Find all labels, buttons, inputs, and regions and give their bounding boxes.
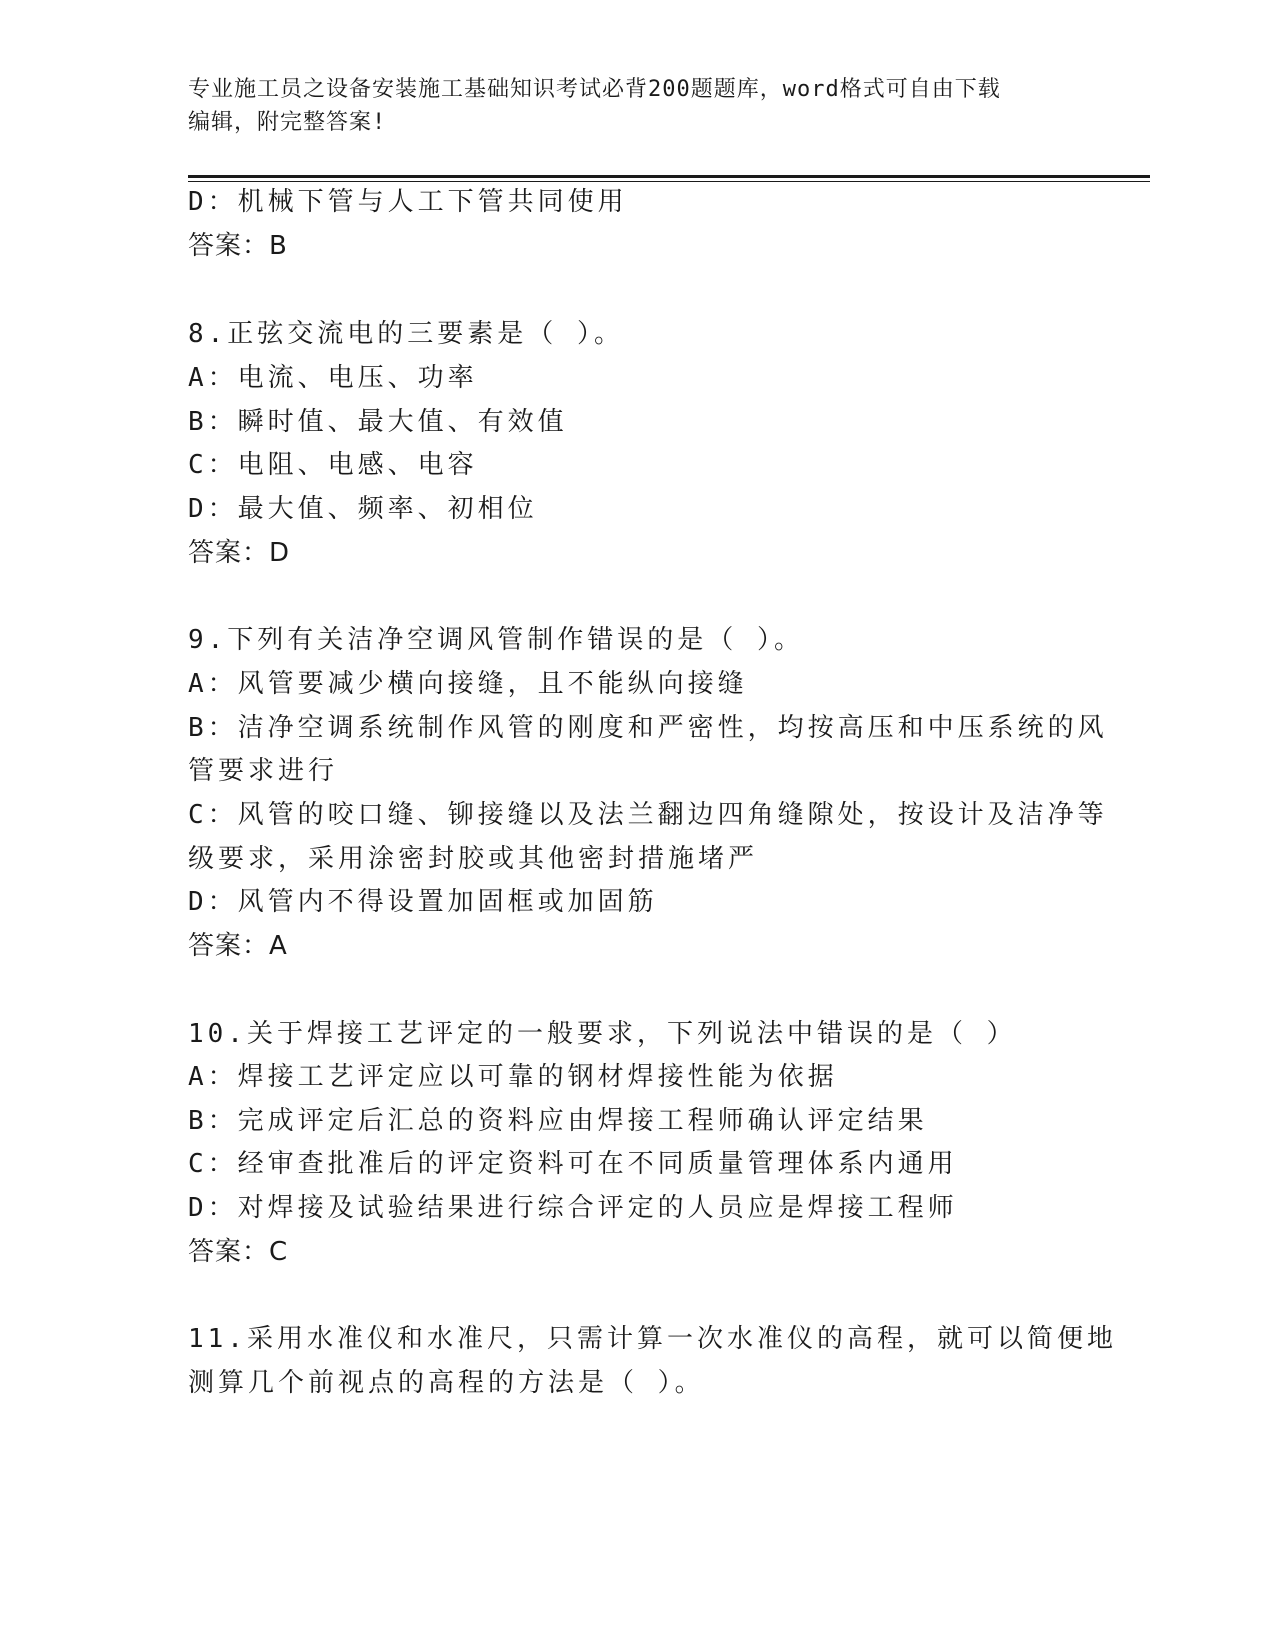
- q9-option-d: D：风管内不得设置加固框或加固筋: [188, 887, 658, 917]
- q11-stem-line-1: 11.采用水准仪和水准尺，只需计算一次水准仪的高程，就可以简便地: [188, 1324, 1117, 1354]
- q9-option-b-line-2: 管要求进行: [188, 756, 339, 786]
- q10-option-c: C：经审查批准后的评定资料可在不同质量管理体系内通用: [188, 1149, 958, 1179]
- q10-option-a: A：焊接工艺评定应以可靠的钢材焊接性能为依据: [188, 1062, 838, 1092]
- q9-option-c-line-2: 级要求，采用涂密封胶或其他密封措施堵严: [188, 844, 759, 874]
- q9-stem: 9.下列有关洁净空调风管制作错误的是（ ）。: [188, 625, 804, 655]
- q8-answer: 答案：D: [188, 538, 291, 568]
- header-divider-thin: [188, 181, 1150, 182]
- prev-option-d: D：机械下管与人工下管共同使用: [188, 187, 628, 217]
- document-header: [188, 73, 1088, 139]
- q10-answer: 答案：C: [188, 1237, 289, 1267]
- q9-answer: 答案：A: [188, 931, 288, 961]
- q8-option-d: D：最大值、频率、初相位: [188, 494, 538, 524]
- q9-option-c-line-1: C：风管的咬口缝、铆接缝以及法兰翻边四角缝隙处，按设计及洁净等: [188, 800, 1108, 830]
- header-line-1: 专业施工员之设备安装施工基础知识考试必背200题题库，word格式可自由下载: [188, 77, 1001, 102]
- q10-option-d: D：对焊接及试验结果进行综合评定的人员应是焊接工程师: [188, 1193, 958, 1223]
- q9-option-b-line-1: B：洁净空调系统制作风管的刚度和严密性，均按高压和中压系统的风: [188, 713, 1108, 743]
- q9-option-a: A：风管要减少横向接缝，且不能纵向接缝: [188, 669, 748, 699]
- prev-answer: 答案：B: [188, 231, 288, 261]
- q10-option-b: B：完成评定后汇总的资料应由焊接工程师确认评定结果: [188, 1106, 928, 1136]
- q8-option-b: B：瞬时值、最大值、有效值: [188, 407, 568, 437]
- q8-stem: 8.正弦交流电的三要素是（ ）。: [188, 319, 624, 349]
- q11-stem-line-2: 测算几个前视点的高程的方法是（ ）。: [188, 1368, 705, 1398]
- q8-option-c: C：电阻、电感、电容: [188, 450, 478, 480]
- header-line-2: 编辑，附完整答案!: [188, 110, 387, 135]
- q10-stem: 10.关于焊接工艺评定的一般要求，下列说法中错误的是（ ）: [188, 1019, 1017, 1049]
- header-divider-thick: [188, 175, 1150, 178]
- q8-option-a: A：电流、电压、功率: [188, 363, 478, 393]
